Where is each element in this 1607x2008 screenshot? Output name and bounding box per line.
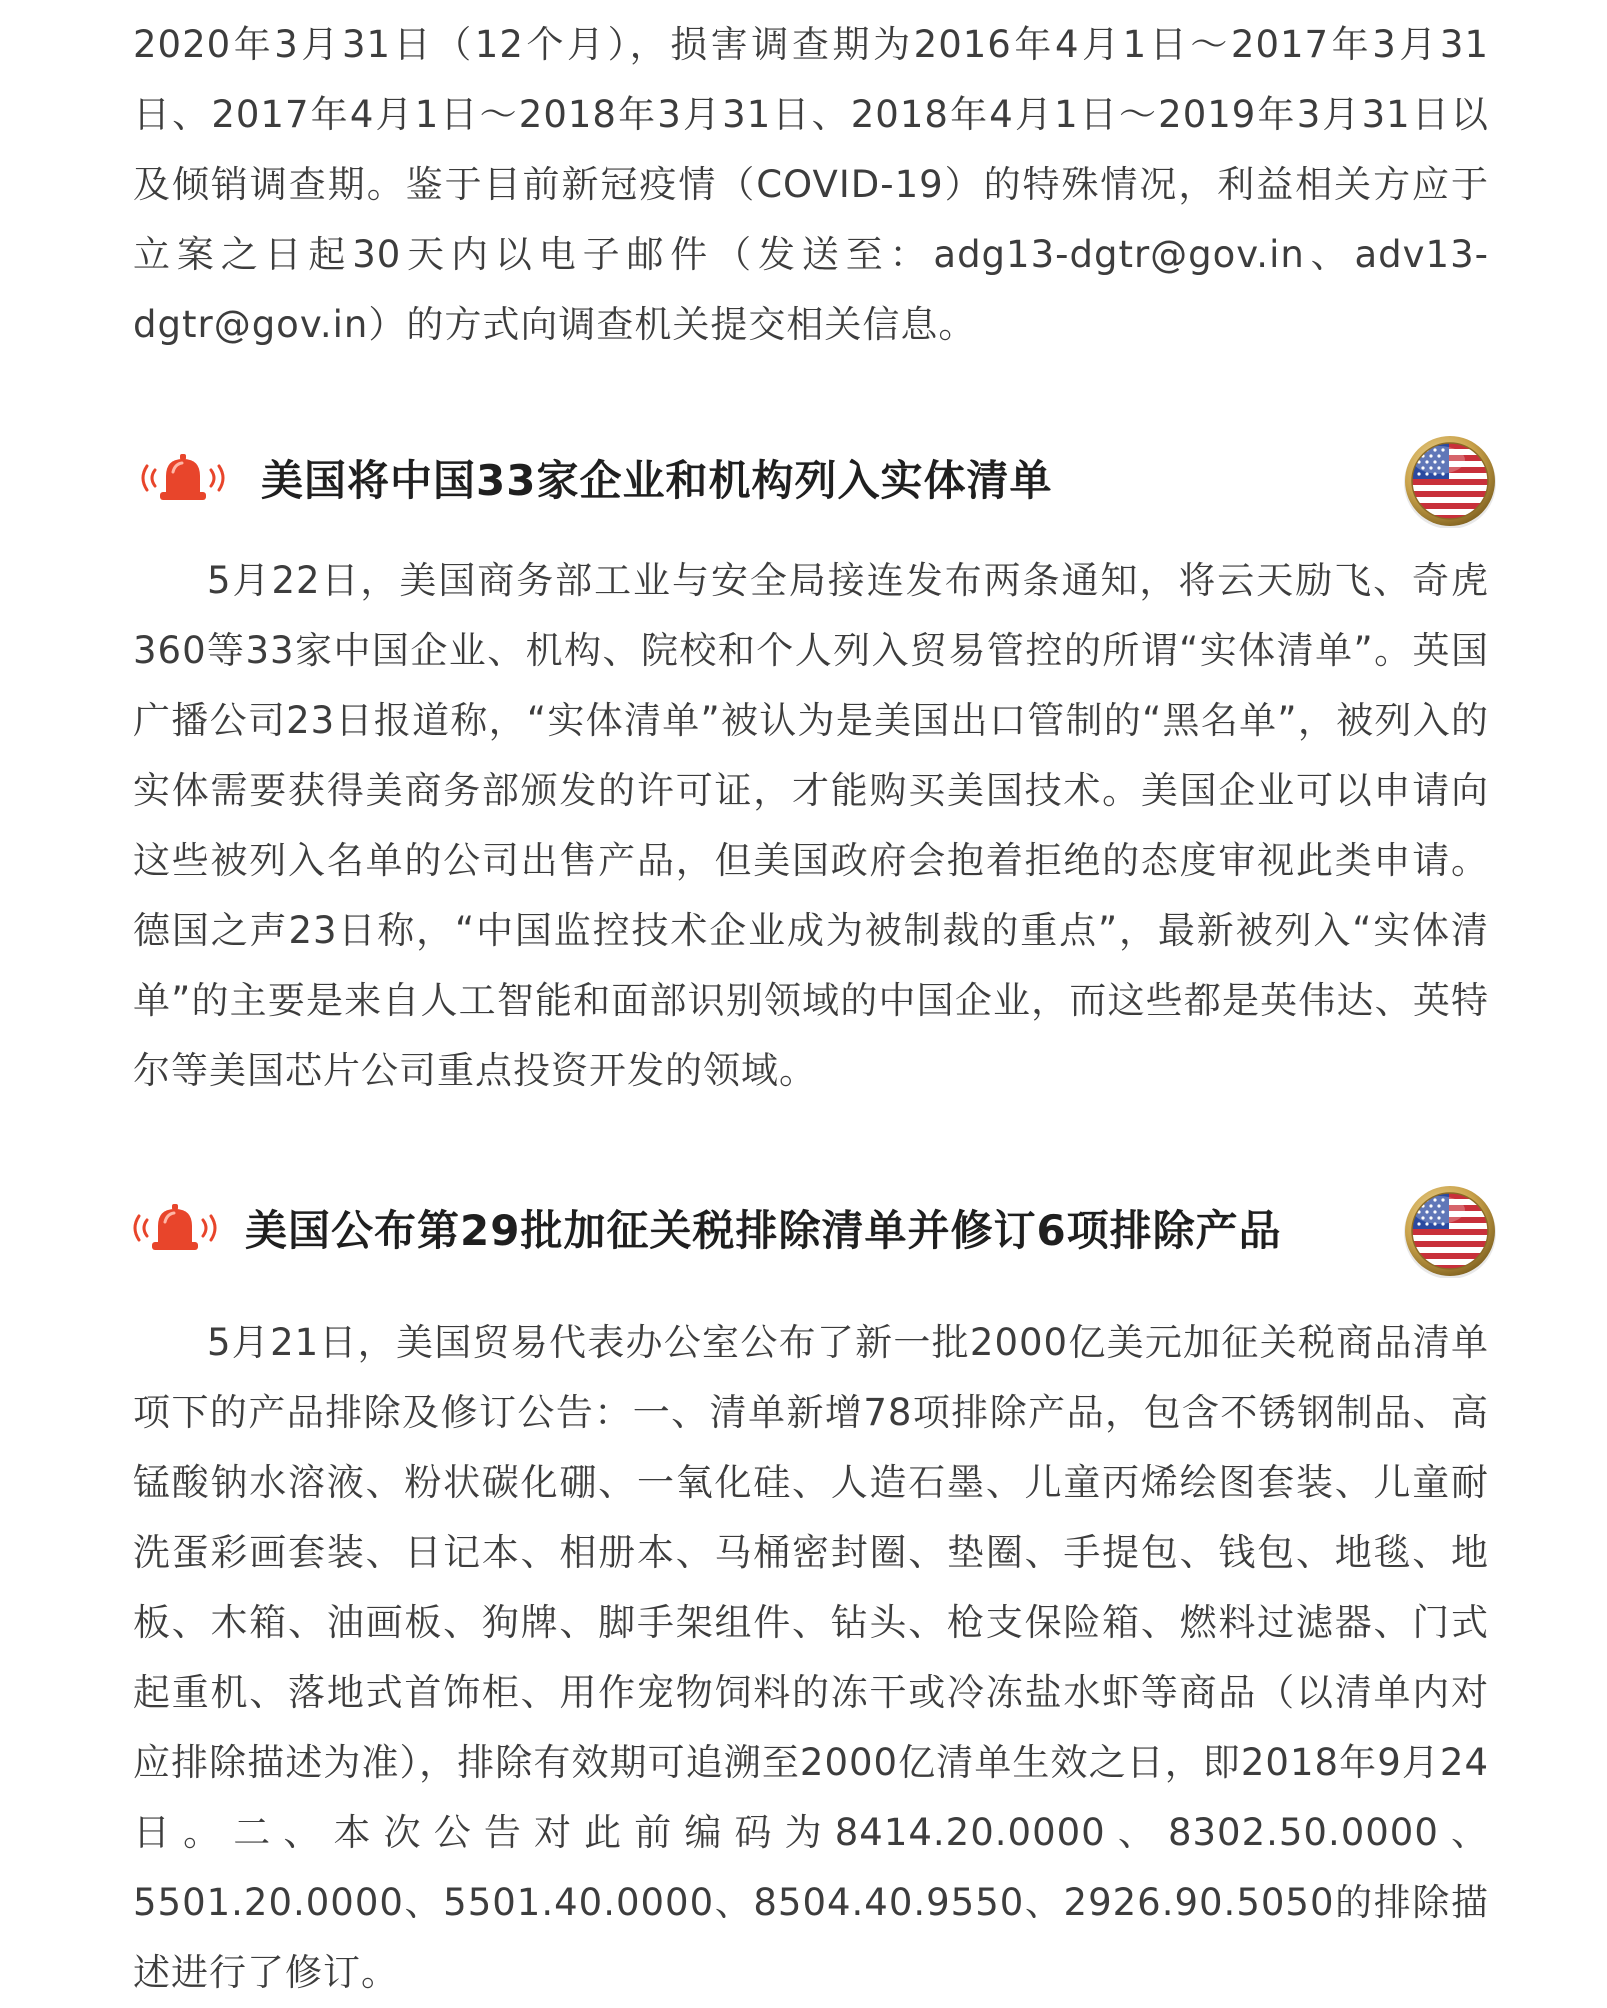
intro-paragraph: 2020年3月31日（12个月），损害调查期为2016年4月1日～2017年3月31日、2017年4月1日～2018年3月31日、2018年4月1日～2019年3月31日以及倾销调查期。鉴于目前新冠疫情（COVID-19）的特殊情况，利益相关方应于立案之日起30天内以电子邮件（发送至：adg13-dgtr@gov.in、adv13-dgtr@gov.in）的方式向调查机关提交相关信息。 bbox=[133, 23, 1489, 346]
section-title: 美国公布第29批加征关税排除清单并修订6项排除产品 bbox=[245, 1206, 1282, 1255]
section-heading-row bbox=[133, 1178, 1489, 1278]
us-flag-icon bbox=[1403, 1184, 1497, 1278]
news-section-tariff-exclusion bbox=[133, 1178, 1489, 2008]
alarm-bell-icon bbox=[133, 448, 233, 508]
section-body: 5月22日，美国商务部工业与安全局接连发布两条通知，将云天励飞、奇虎360等33家中国企业、机构、院校和个人列入贸易管控的所谓“实体清单”。英国广播公司23日报道称，“实体清单”被认为是美国出口管制的“黑名单”，被列入的实体需要获得美商务部颁发的许可证，才能购买美国技术。美国企业可以申请向这些被列入名单的公司出售产品，但美国政府会抱着拒绝的态度审视此类申请。德国之声23日称，“中国监控技术企业成为被制裁的重点”，最新被列入“实体清单”的主要是来自人工智能和面部识别领域的中国企业，而这些都是英伟达、英特尔等美国芯片公司重点投资开发的领域。 bbox=[133, 559, 1489, 1092]
news-section-entity-list bbox=[133, 428, 1489, 1106]
section-body: 5月21日，美国贸易代表办公室公布了新一批2000亿美元加征关税商品清单项下的产品排除及修订公告：一、清单新增78项排除产品，包含不锈钢制品、高锰酸钠水溶液、粉状碳化硼、一氧化硅、人造石墨、儿童丙烯绘图套装、儿童耐洗蛋彩画套装、日记本、相册本、马桶密封圈、垫圈、手提包、钱包、地毯、地板、木箱、油画板、狗牌、脚手架组件、钻头、枪支保险箱、燃料过滤器、门式起重机、落地式首饰柜、用作宠物饲料的冻干或冷冻盐水虾等商品（以清单内对应排除描述为准），排除有效期可追溯至2000亿清单生效之日，即2018年9月24日。二、本次公告对此前编码为8414.20.0000、8302.50.0000、5501.20.0000、5501.40.0000、8504.40.9550、2926.90.5050的排除描述进行了修订。 bbox=[133, 1321, 1489, 1994]
article-content bbox=[133, 0, 1489, 2008]
section-heading-row bbox=[133, 428, 1489, 528]
us-flag-icon bbox=[1403, 434, 1497, 528]
alarm-bell-icon bbox=[125, 1198, 225, 1258]
section-title: 美国将中国33家企业和机构列入实体清单 bbox=[261, 456, 1053, 505]
